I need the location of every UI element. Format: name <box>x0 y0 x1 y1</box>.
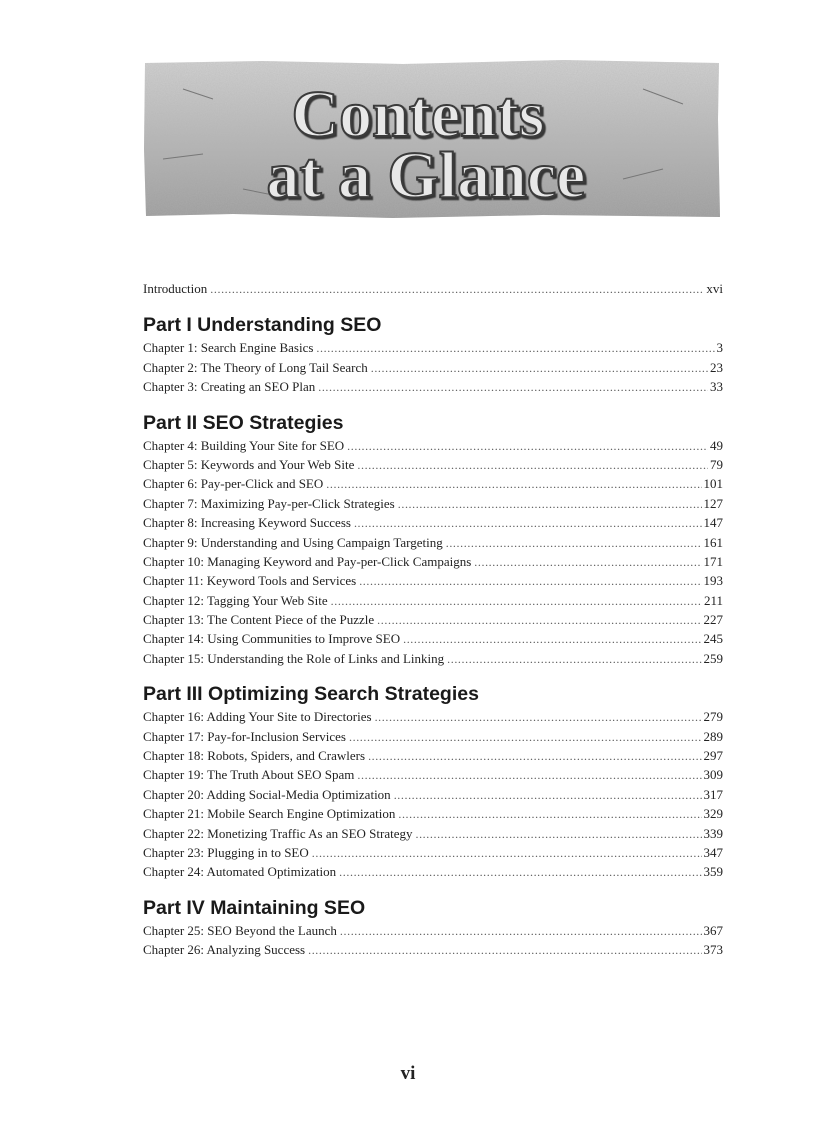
dot-leader <box>368 747 701 766</box>
dot-leader <box>340 922 702 941</box>
dot-leader <box>331 592 702 611</box>
entry-page: 227 <box>703 612 723 628</box>
entry-page: 127 <box>703 495 723 511</box>
part-heading[interactable]: Part III Optimizing Search Strategies <box>143 683 479 706</box>
entry-title: Chapter 14: Using Communities to Improve SEO <box>143 631 401 647</box>
dot-leader <box>357 456 708 475</box>
toc-entry-chapter[interactable] <box>143 338 723 357</box>
toc-entry-chapter[interactable] <box>143 921 723 940</box>
dot-leader <box>474 553 701 572</box>
entry-title: Chapter 18: Robots, Spiders, and Crawlers <box>143 748 366 764</box>
entry-page: 171 <box>703 553 723 569</box>
toc-entry-chapter[interactable] <box>143 533 723 552</box>
toc-entry-chapter[interactable] <box>143 824 723 843</box>
entry-page: 3 <box>716 340 723 356</box>
toc-entry-chapter[interactable] <box>143 746 723 765</box>
toc-entry-chapter[interactable] <box>143 940 723 959</box>
entry-title: Chapter 6: Pay-per-Click and SEO <box>143 476 324 492</box>
entry-title: Chapter 5: Keywords and Your Web Site <box>143 456 355 472</box>
entry-title: Chapter 22: Monetizing Traffic As an SEO Strategy <box>143 825 413 841</box>
entry-title: Introduction <box>143 281 208 296</box>
toc-entry-chapter[interactable] <box>143 436 723 455</box>
entry-title: Chapter 9: Understanding and Using Campaign Targeting <box>143 534 443 550</box>
entry-title: Chapter 1: Search Engine Basics <box>143 340 314 356</box>
toc-part-section <box>143 411 723 669</box>
toc-entry-chapter[interactable] <box>143 571 723 590</box>
entry-page: 329 <box>703 806 723 822</box>
dot-leader <box>415 825 701 844</box>
entry-title: Chapter 4: Building Your Site for SEO <box>143 437 345 453</box>
toc-entry-chapter[interactable] <box>143 494 723 513</box>
part-heading[interactable]: Part IV Maintaining SEO <box>143 896 366 919</box>
dot-leader <box>371 359 708 378</box>
toc-entry-chapter[interactable] <box>143 862 723 881</box>
entry-page: 23 <box>710 359 723 375</box>
entry-title: Chapter 2: The Theory of Long Tail Search <box>143 359 368 375</box>
entry-page: 161 <box>703 534 723 550</box>
entry-page: 193 <box>703 573 723 589</box>
entry-page: 279 <box>703 709 723 725</box>
entry-page: 297 <box>703 748 723 764</box>
dot-leader <box>316 339 714 358</box>
entry-title: Chapter 20: Adding Social-Media Optimization <box>143 786 391 802</box>
toc-part-section <box>143 896 723 960</box>
entry-page: 359 <box>703 864 723 880</box>
entry-page: 339 <box>703 825 723 841</box>
entry-page: 317 <box>703 786 723 802</box>
entry-title: Chapter 10: Managing Keyword and Pay-per-Click Campaigns <box>143 553 472 569</box>
dot-leader <box>308 941 701 960</box>
dot-leader <box>349 728 702 747</box>
dot-leader <box>446 534 702 553</box>
entry-page: xvi <box>706 281 723 296</box>
toc-entry-chapter[interactable] <box>143 377 723 396</box>
entry-page: 309 <box>703 767 723 783</box>
entry-page: 289 <box>703 728 723 744</box>
entry-title: Chapter 11: Keyword Tools and Services <box>143 573 357 589</box>
entry-page: 211 <box>703 592 723 608</box>
entry-title: Chapter 23: Plugging in to SEO <box>143 844 309 860</box>
contents-banner <box>143 59 721 219</box>
dot-leader <box>359 572 701 591</box>
toc-entry-chapter[interactable] <box>143 610 723 629</box>
entry-title: Chapter 25: SEO Beyond the Launch <box>143 922 337 938</box>
entry-title: Chapter 3: Creating an SEO Plan <box>143 379 316 395</box>
entry-title: Chapter 13: The Content Piece of the Puzzle <box>143 612 375 628</box>
dot-leader <box>354 514 702 533</box>
entry-title: Chapter 26: Analyzing Success <box>143 942 306 958</box>
entry-page: 259 <box>703 650 723 666</box>
entry-page: 367 <box>703 922 723 938</box>
entry-page: 79 <box>710 456 723 472</box>
entry-page: 33 <box>710 379 723 395</box>
banner-title-line2: at a Glance <box>266 139 586 212</box>
dot-leader <box>318 378 708 397</box>
toc-entry-chapter[interactable] <box>143 552 723 571</box>
dot-leader <box>377 611 701 630</box>
entry-page: 147 <box>703 515 723 531</box>
dot-leader <box>375 708 702 727</box>
entry-title: Chapter 15: Understanding the Role of Links and Linking <box>143 650 445 666</box>
table-of-contents <box>143 279 723 974</box>
toc-part-section <box>143 682 723 882</box>
toc-entry-chapter[interactable] <box>143 804 723 823</box>
entry-title: Chapter 8: Increasing Keyword Success <box>143 515 351 531</box>
entry-title: Chapter 17: Pay-for-Inclusion Services <box>143 728 346 744</box>
dot-leader <box>403 630 701 649</box>
entry-title: Chapter 16: Adding Your Site to Directories <box>143 709 372 725</box>
page-number: vi <box>400 1063 416 1084</box>
dot-leader <box>210 280 704 299</box>
toc-entry-chapter[interactable] <box>143 513 723 532</box>
toc-entry-chapter[interactable] <box>143 727 723 746</box>
toc-entry-chapter[interactable] <box>143 455 723 474</box>
part-heading[interactable]: Part II SEO Strategies <box>143 411 344 434</box>
banner-title-line1: Contents <box>291 78 545 151</box>
dot-leader <box>339 863 701 882</box>
toc-entry-chapter[interactable] <box>143 358 723 377</box>
toc-entry-chapter[interactable] <box>143 649 723 668</box>
toc-entry-chapter[interactable] <box>143 591 723 610</box>
dot-leader <box>357 766 701 785</box>
dot-leader <box>326 475 701 494</box>
entry-page: 373 <box>703 942 723 958</box>
parts-list <box>143 313 723 959</box>
entry-page: 245 <box>703 631 723 647</box>
dot-leader <box>447 650 701 669</box>
toc-entry-chapter[interactable] <box>143 785 723 804</box>
toc-entry-chapter[interactable] <box>143 765 723 784</box>
toc-entry-chapter[interactable] <box>143 629 723 648</box>
entry-title: Chapter 7: Maximizing Pay-per-Click Strategies <box>143 495 395 511</box>
toc-entry-chapter[interactable] <box>143 707 723 726</box>
toc-entry-introduction[interactable] <box>143 279 723 298</box>
toc-part-section <box>143 313 723 396</box>
dot-leader <box>394 786 702 805</box>
entry-title: Chapter 24: Automated Optimization <box>143 864 337 880</box>
toc-entry-chapter[interactable] <box>143 843 723 862</box>
entry-title: Chapter 12: Tagging Your Web Site <box>143 592 328 608</box>
stone-banner-image <box>143 59 721 219</box>
entry-title: Chapter 21: Mobile Search Engine Optimization <box>143 806 396 822</box>
entry-page: 347 <box>703 844 723 860</box>
dot-leader <box>312 844 702 863</box>
toc-entry-chapter[interactable] <box>143 474 723 493</box>
dot-leader <box>347 437 708 456</box>
dot-leader <box>398 495 702 514</box>
part-heading[interactable]: Part I Understanding SEO <box>143 314 382 337</box>
entry-title: Chapter 19: The Truth About SEO Spam <box>143 767 355 783</box>
entry-page: 49 <box>710 437 723 453</box>
dot-leader <box>398 805 701 824</box>
entry-page: 101 <box>703 476 723 492</box>
